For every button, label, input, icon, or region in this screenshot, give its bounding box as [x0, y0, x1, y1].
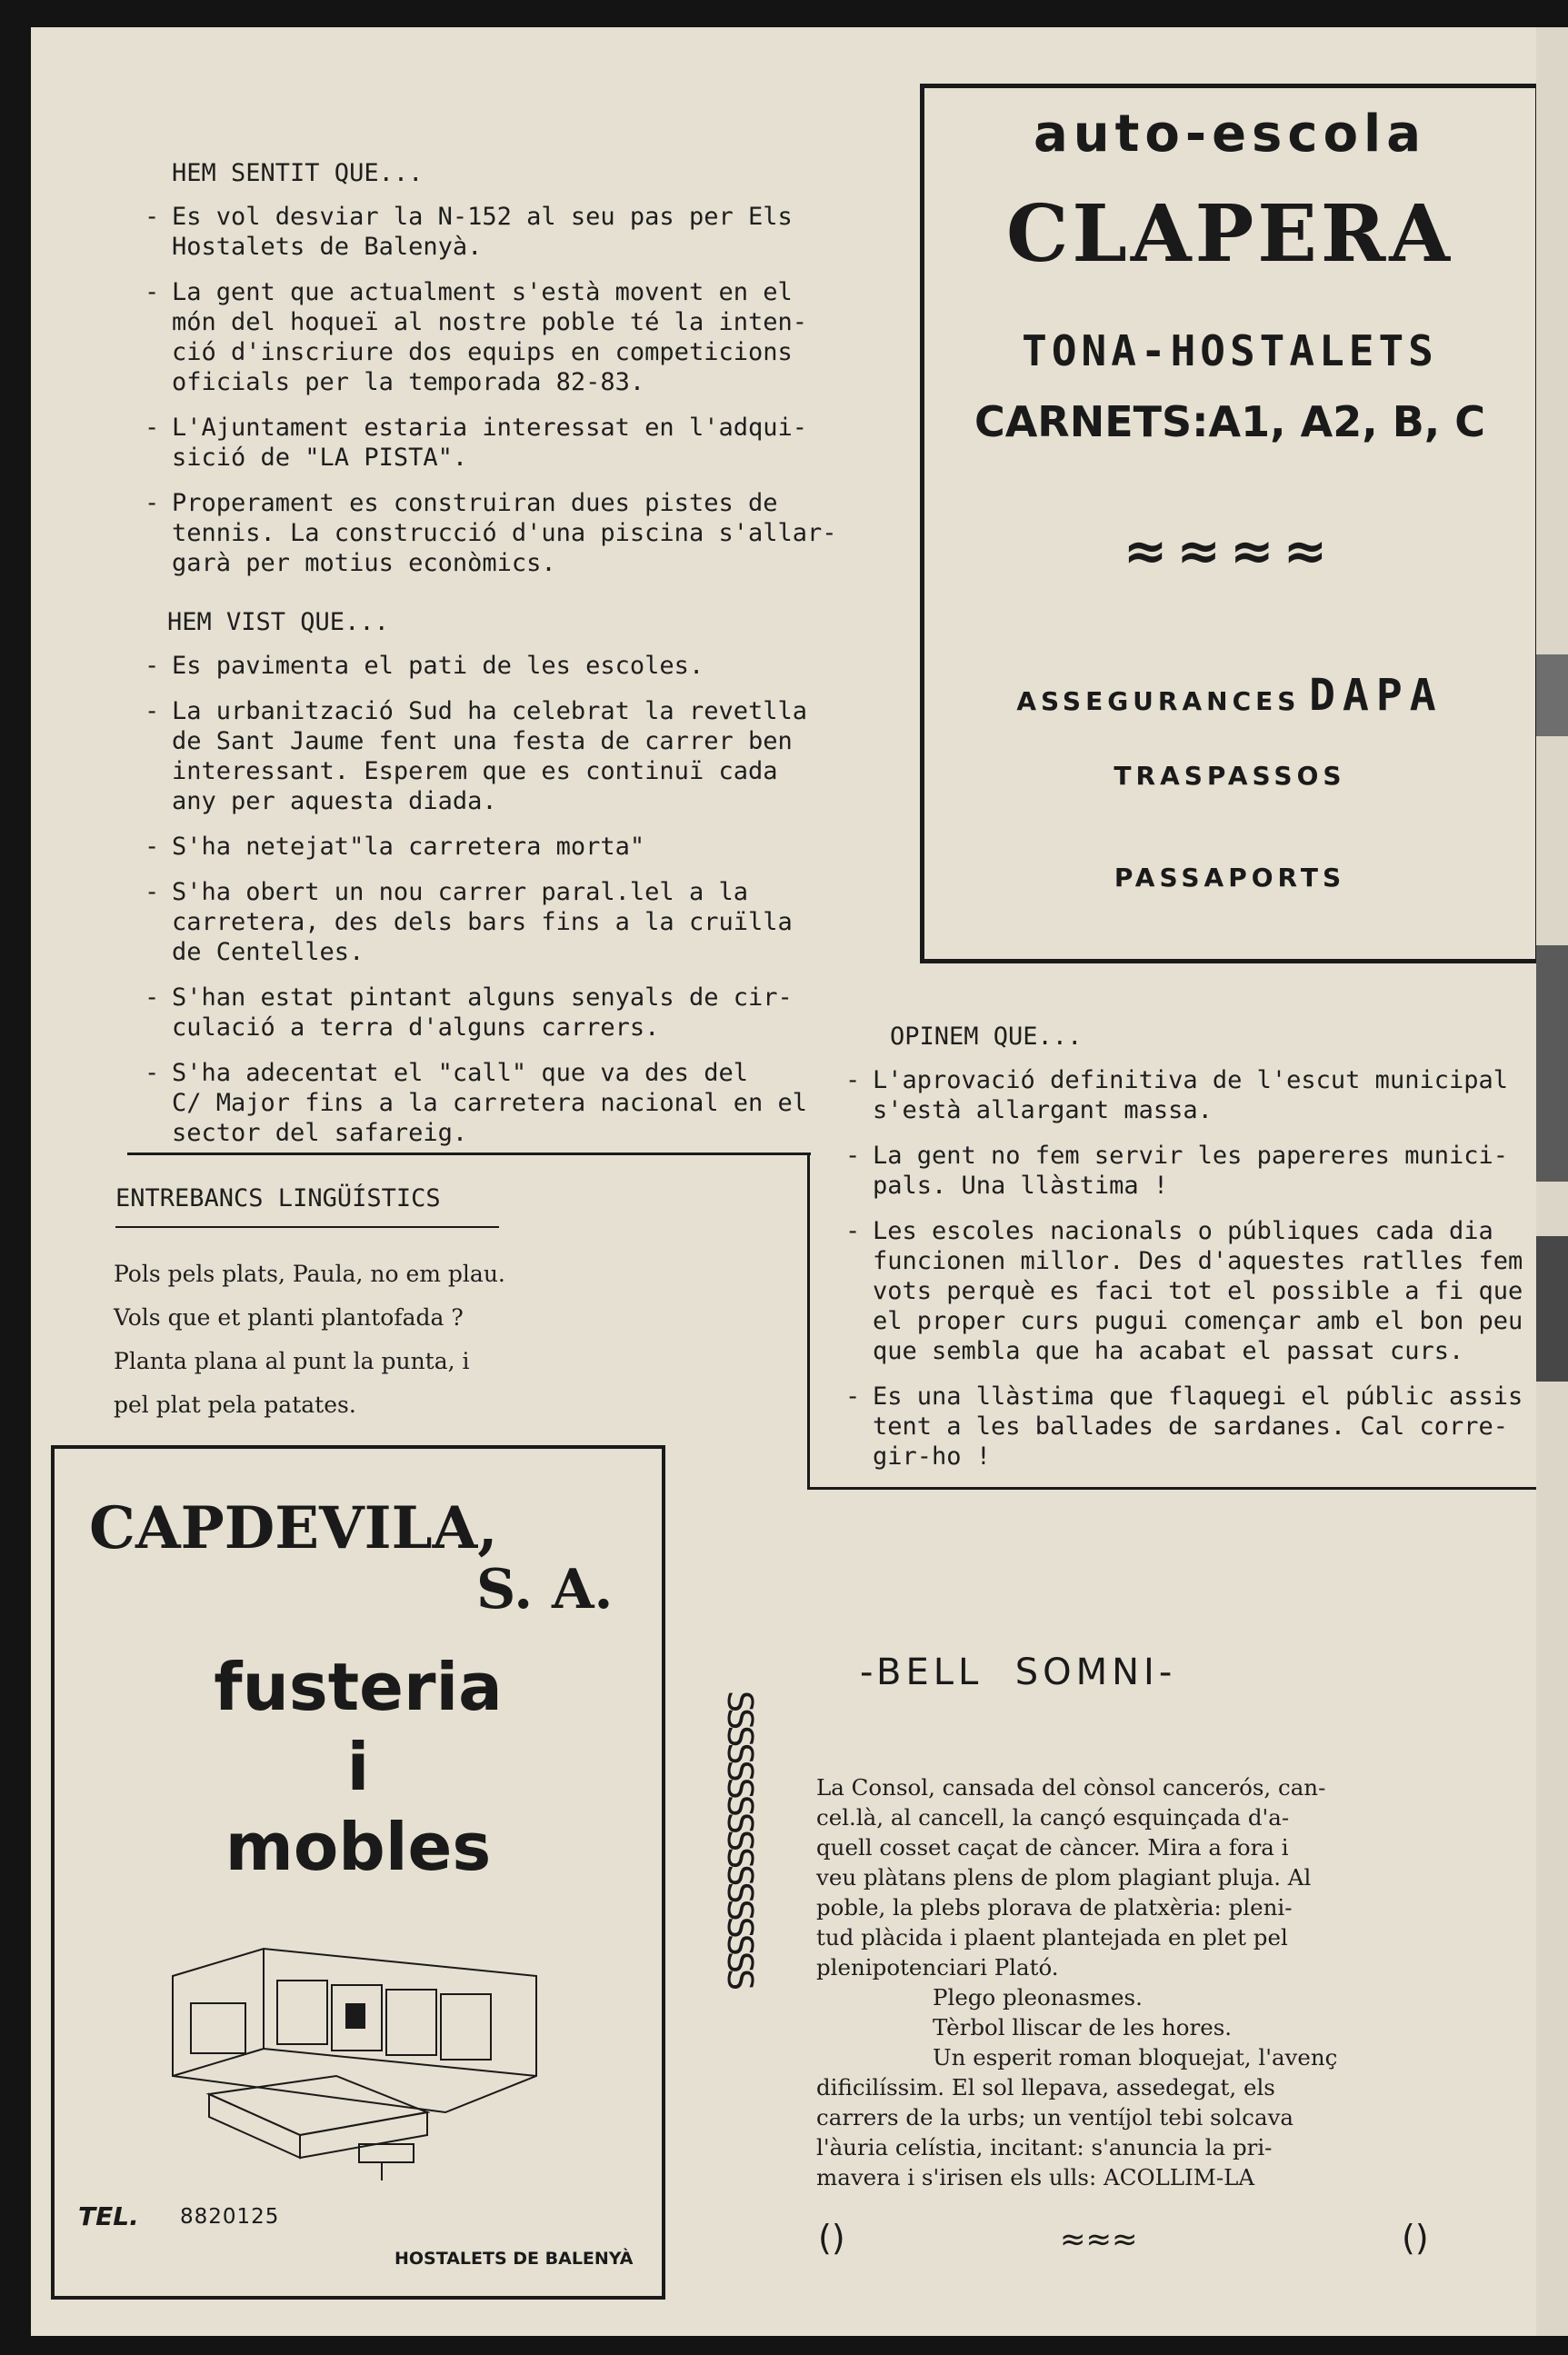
capdevila-company-suffix: S. A. [476, 1558, 614, 1622]
autoescola-ad [920, 84, 1536, 963]
heard-item-text: L'Ajuntament estaria interessat en l'adqui- sició de "LA PISTA". [172, 414, 807, 472]
insurance-label: ASSEGURANCES [1016, 686, 1301, 716]
service-line: mobles [225, 1809, 492, 1885]
seen-section [145, 607, 872, 1163]
capdevila-ad [51, 1445, 665, 2300]
verse-line: Planta plana al punt la punta, i [114, 1348, 470, 1374]
section-divider [127, 1153, 811, 1155]
opinion-item-text: La gent no fem servir les papereres munici- pals. Una llàstima ! [873, 1142, 1508, 1200]
opinion-item-text: L'aprovació definitiva de l'escut municipal s'està allargant massa. [873, 1066, 1508, 1124]
seen-item-text: S'ha adecentat el "call" que va des del C/ Major fins a la carretera nacional en el sector del safareig. [172, 1059, 807, 1147]
bell-somni-paragraph: Un esperit roman bloquejat, l'avenç dificilíssim. El sol llepava, assedegat, els carrers de la urbs; un ventíjol tebi solcava l'àuria celístia, incitant: s'anuncia la pri- mavera i s'irisen els ulls: ACOLLIM-LA [816, 2044, 1338, 2190]
heard-item: - La gent que actualment s'està movent en el món del hoqueï al nostre poble té la inten- ció d'inscriure dos equips en competicions oficials per la temporada 82-83. [145, 278, 807, 396]
seen-item: - S'ha netejat"la carretera morta" [145, 833, 645, 861]
entrebancs-underline [115, 1226, 499, 1228]
footer-ornament-mid: ≈≈≈ [1060, 2221, 1138, 2258]
opinion-item-text: Les escoles nacionals o públiques cada dia funcionen millor. Des d'aquestes ratlles fem vots perquè es faci tot el possible a fi que el proper curs pugui començar amb el bon peu que sembla que ha acabat el passat curs. [873, 1217, 1523, 1365]
autoescola-passports: PASSAPORTS [1114, 863, 1346, 893]
opinion-item: - Les escoles nacionals o públiques cada dia funcionen millor. Des d'aquestes ratlles fem vots perquè es faci tot el possible a fi que el proper curs pugui començar amb el bon peu que sembla que ha acabat el passat curs. [845, 1217, 1523, 1365]
opinion-item: - Es una llàstima que flaquegi el públic assis tent a les ballades de sardanes. Cal corre- gir-ho ! [845, 1382, 1523, 1471]
seen-item: - S'ha obert un nou carrer paral.lel a la carretera, des dels bars fins a la cruïlla de Centelles. [145, 878, 793, 966]
opinion-box-left-border [807, 1153, 810, 1489]
service-line: i [346, 1729, 370, 1805]
service-line: fusteria [214, 1649, 503, 1725]
opinion-section [845, 1022, 1536, 1487]
seen-item-text: S'ha obert un nou carrer paral.lel a la carretera, des dels bars fins a la cruïlla de Centelles. [172, 878, 793, 966]
entrebancs-verse [114, 1252, 505, 1427]
autoescola-carnets: CARNETS:A1, A2, B, C [974, 397, 1486, 446]
capdevila-address: HOSTALETS DE BALENYÀ [394, 2249, 634, 2269]
decorative-s-column: SSSSSSSSSSSSSSSSS [720, 1691, 760, 1987]
magazine-page [31, 27, 1536, 2336]
waves-icon: ≈≈≈≈ [1123, 520, 1337, 582]
verse-line: pel plat pela patates. [114, 1392, 356, 1418]
footer-ornament-right: () [1402, 2218, 1429, 2258]
capdevila-service [55, 1647, 662, 1887]
heard-item: - L'Ajuntament estaria interessat en l'adqui- sició de "LA PISTA". [145, 414, 807, 472]
bell-somni-title: -BELL SOMNI- [860, 1651, 1177, 1693]
insurance-brand: DAPA [1309, 670, 1443, 721]
capdevila-tel-number: 8820125 [180, 2205, 280, 2229]
autoescola-location: TONA-HOSTALETS [1022, 326, 1438, 375]
capdevila-tel-label: TEL. [78, 2201, 139, 2231]
seen-item: - Es pavimenta el pati de les escoles. [145, 652, 704, 680]
seen-item-text: S'han estat pintant alguns senyals de cir- culació a terra d'alguns carrers. [172, 983, 793, 1042]
heard-section [145, 158, 872, 594]
next-page-photo-strip [1536, 945, 1568, 1182]
next-page-photo-strip [1536, 1236, 1568, 1382]
opinion-heading: OPINEM QUE... [890, 1023, 1083, 1051]
verse-line: Pols pels plats, Paula, no em plau. [114, 1261, 505, 1287]
opinion-item: - L'aprovació definitiva de l'escut municipal s'està allargant massa. [845, 1066, 1508, 1124]
opinion-box-bottom-border [807, 1487, 1536, 1490]
opinion-item: - La gent no fem servir les papereres munici- pals. Una llàstima ! [845, 1142, 1508, 1200]
verse-line: Vols que et planti plantofada ? [114, 1304, 464, 1331]
seen-item: - La urbanització Sud ha celebrat la revetlla de Sant Jaume fent una festa de carrer ben interessant. Esperem que es continuï cada any per aquesta diada. [145, 697, 807, 815]
entrebancs-heading: ENTREBANCS LINGÜÍSTICS [115, 1184, 441, 1212]
heard-heading: HEM SENTIT QUE... [172, 159, 424, 187]
bell-somni-line: Plego pleonasmes. [933, 1984, 1143, 2011]
seen-item-text: Es pavimenta el pati de les escoles. [172, 652, 704, 680]
next-page-photo-strip [1536, 654, 1568, 736]
opinion-item-text: Es una llàstima que flaquegi el públic assis tent a les ballades de sardanes. Cal corre- gir-ho ! [873, 1382, 1523, 1471]
furniture-illustration [155, 1940, 545, 2194]
heard-item: - Properament es construiran dues pistes de tennis. La construcció d'una piscina s'allar- garà per motius econòmics. [145, 489, 837, 577]
bell-somni-line: Tèrbol lliscar de les hores. [933, 2014, 1233, 2041]
autoescola-tagline: auto-escola [1033, 105, 1427, 164]
seen-item: - S'ha adecentat el "call" que va des del C/ Major fins a la carretera nacional en el sector del safareig. [145, 1059, 807, 1147]
seen-item-text: La urbanització Sud ha celebrat la revetlla de Sant Jaume fent una festa de carrer ben interessant. Esperem que es continuï cada any per aquesta diada. [172, 697, 807, 815]
autoescola-name: CLAPERA [1005, 188, 1454, 280]
heard-item-text: La gent que actualment s'està movent en el món del hoqueï al nostre poble té la inten- ció d'inscriure dos equips en competicions oficials per la temporada 82-83. [172, 278, 807, 396]
seen-heading: HEM VIST QUE... [167, 608, 389, 636]
heard-item-text: Properament es construiran dues pistes de tennis. La construcció d'una piscina s'allar- garà per motius econòmics. [172, 489, 837, 577]
autoescola-insurance [924, 670, 1535, 721]
bell-somni-paragraph: La Consol, cansada del cònsol cancerós, can- cel.là, al cancell, la cançó esquinçada d'a- quell cosset caçat de càncer. Mira a fora i veu plàtans plens de plom plagiant pluja. Al poble, la plebs plorava de platxèria: pleni- tud plàcida i plaent plantejada en plet pel plenipotenciari Plató. [816, 1774, 1326, 1981]
footer-ornament-left: () [818, 2218, 845, 2258]
bell-somni-text [816, 1772, 1536, 2192]
heard-item-text: Es vol desviar la N-152 al seu pas per Els Hostalets de Balenyà. [172, 203, 793, 261]
heard-item: - Es vol desviar la N-152 al seu pas per Els Hostalets de Balenyà. [145, 203, 793, 261]
next-page-edge [1536, 27, 1568, 2336]
seen-item-text: S'ha netejat"la carretera morta" [172, 833, 645, 861]
seen-item: - S'han estat pintant alguns senyals de cir- culació a terra d'alguns carrers. [145, 983, 793, 1042]
autoescola-transfers: TRASPASSOS [1114, 761, 1346, 791]
capdevila-company: CAPDEVILA, [89, 1494, 498, 1562]
